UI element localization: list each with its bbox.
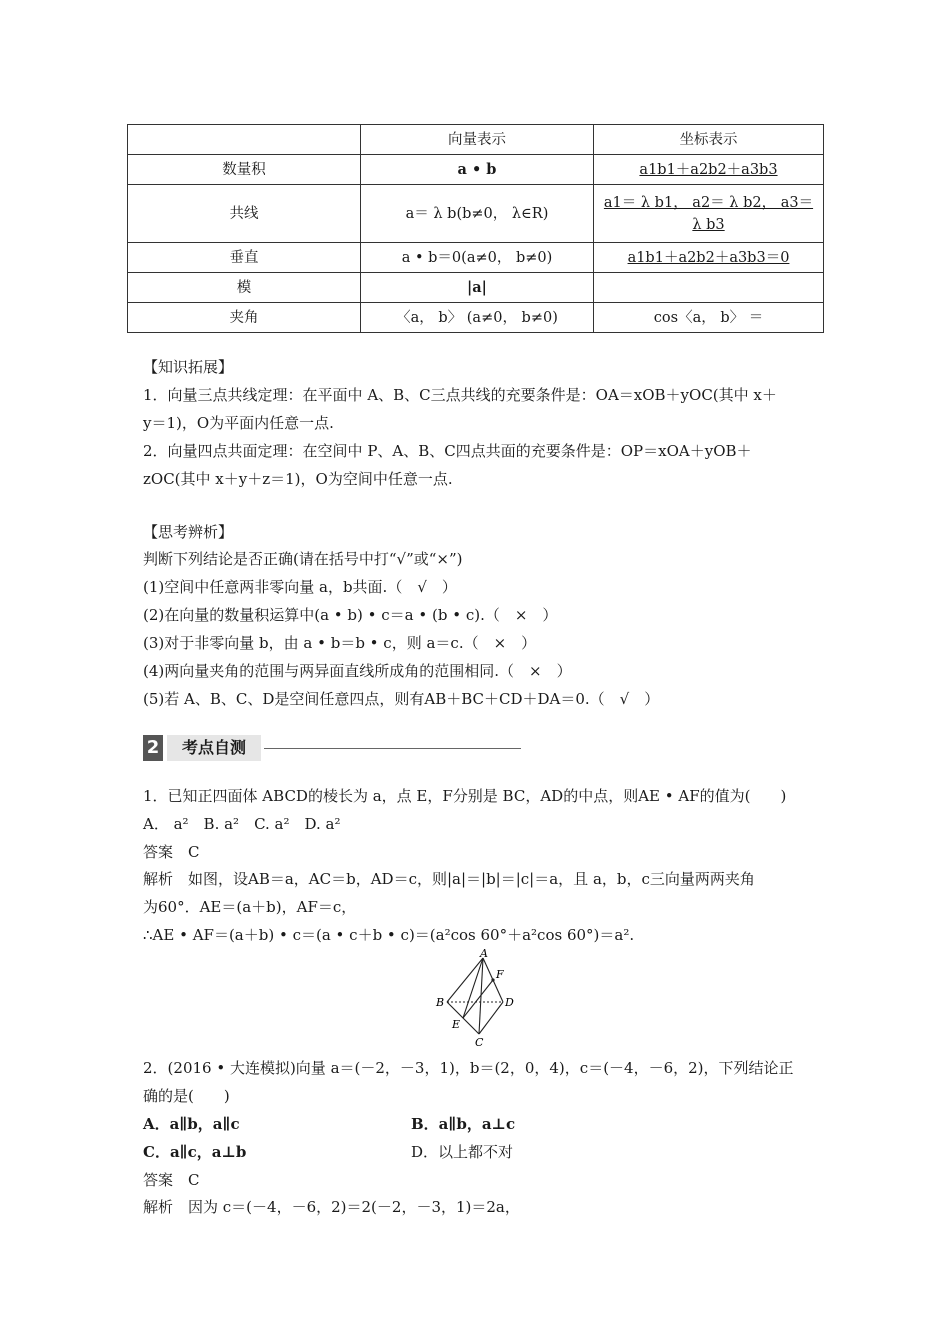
q1-analysis-line: 为60°．AE＝(a＋b)，AF＝c， (143, 898, 357, 916)
knowledge-line: y＝1)，O为平面内任意一点. (143, 414, 334, 432)
row-coord (594, 185, 824, 243)
thinking-line: (4)两向量夹角的范围与两异面直线所成角的范围相同.（ × ） (143, 662, 572, 680)
row-coord: a1b1＋a2b2＋a3b3＝0 (594, 243, 824, 273)
row-name: 共线 (128, 185, 361, 243)
thinking-line: (2)在向量的数量积运算中(a • b) • c＝a • (b • c).（ × ） (143, 606, 558, 624)
row-name: 数量积 (128, 155, 361, 185)
row-coord (594, 273, 824, 303)
row-vector: a • b＝0(a≠0， b≠0) (361, 243, 594, 273)
segment-ef (463, 980, 493, 1018)
row-vector: |a| (361, 273, 594, 303)
q2-option-a: A．a∥b，a∥c (143, 1115, 240, 1133)
section-rule (264, 748, 521, 749)
row-coord-line: λ b3 (692, 216, 725, 233)
row-vector: a＝ λ b(b≠0， λ∈R) (361, 185, 594, 243)
label-a: A (480, 948, 488, 960)
row-coord: a1b1＋a2b2＋a3b3 (594, 155, 824, 185)
row-coord: cos〈a， b〉 ＝ (594, 303, 824, 333)
knowledge-line: 1．向量三点共线定理：在平面中 A、B、C三点共线的充要条件是：OA＝xOB＋yOC(其中 x＋ (143, 386, 777, 404)
table-row (128, 243, 824, 273)
row-vector: 〈a， b〉 (a≠0， b≠0) (361, 303, 594, 333)
section-number: 2 (143, 735, 163, 761)
q2-answer: 答案 C (143, 1171, 200, 1189)
q2-option-c: C．a∥c，a⊥b (143, 1143, 247, 1161)
q2-option-d: D．以上都不对 (411, 1143, 514, 1161)
thinking-line: (5)若 A、B、C、D是空间任意四点，则有AB＋BC＋CD＋DA＝0.（ √ ） (143, 690, 660, 708)
row-name: 垂直 (128, 243, 361, 273)
section-title: 考点自测 (167, 735, 261, 761)
knowledge-heading: 【知识拓展】 (143, 358, 234, 376)
q1-analysis-line: ∴AE • AF＝(a＋b) • c＝(a • c＋b • c)＝(a²cos 60°＋a²cos 60°)＝a². (143, 926, 635, 944)
row-name: 模 (128, 273, 361, 303)
row-name: 夹角 (128, 303, 361, 333)
q2-stem-line: 2．(2016 • 大连模拟)向量 a＝(－2，－3，1)，b＝(2，0，4)，c＝(－4，－6，2)，下列结论正 (143, 1059, 794, 1077)
q1-answer: 答案 C (143, 843, 200, 861)
thinking-line: 判断下列结论是否正确(请在括号中打“√”或“×”) (143, 550, 463, 568)
q1-stem: 1．已知正四面体 ABCD的棱长为 a，点 E，F分别是 BC，AD的中点，则AE • AF的值为( ) (143, 787, 787, 805)
table-row (128, 273, 824, 303)
q1-options: A． a² B. a² C. a² D. a² (143, 815, 341, 833)
label-e: E (452, 1018, 461, 1031)
row-coord-line: a1＝ λ b1， a2＝ λ b2， a3＝ (603, 194, 814, 211)
thinking-heading: 【思考辨析】 (143, 523, 234, 541)
tetrahedron-figure (425, 948, 525, 1048)
q2-stem-line: 确的是( ) (143, 1087, 230, 1105)
label-f: F (496, 968, 504, 981)
table-row (128, 185, 824, 243)
edge-ab (447, 958, 483, 1002)
label-c: C (475, 1036, 484, 1048)
vector-operation-table (127, 124, 824, 333)
table-row (128, 155, 824, 185)
table-header-cell: 坐标表示 (594, 125, 824, 155)
table-header-cell: 向量表示 (361, 125, 594, 155)
table-header-cell (128, 125, 361, 155)
edge-cd (479, 1002, 503, 1034)
knowledge-line: 2．向量四点共面定理：在空间中 P、A、B、C四点共面的充要条件是：OP＝xOA＋yOB＋ (143, 442, 752, 460)
q1-analysis-line: 解析 如图，设AB＝a，AC＝b，AD＝c，则|a|＝|b|＝|c|＝a，且 a，b，c三向量两两夹角 (143, 870, 755, 888)
thinking-line: (3)对于非零向量 b，由 a • b＝b • c，则 a＝c.（ × ） (143, 634, 537, 652)
row-vector: a • b (361, 155, 594, 185)
thinking-line: (1)空间中任意两非零向量 a，b共面.（ √ ） (143, 578, 457, 596)
table-header-row (128, 125, 824, 155)
label-b: B (436, 996, 445, 1009)
q2-analysis: 解析 因为 c＝(－4，－6，2)＝2(－2，－3，1)＝2a， (143, 1198, 520, 1216)
knowledge-line: zOC(其中 x＋y＋z＝1)，O为空间中任意一点. (143, 470, 453, 488)
q2-option-b: B．a∥b，a⊥c (411, 1115, 516, 1133)
table-row (128, 303, 824, 333)
point-f (491, 978, 494, 981)
label-d: D (505, 996, 514, 1009)
